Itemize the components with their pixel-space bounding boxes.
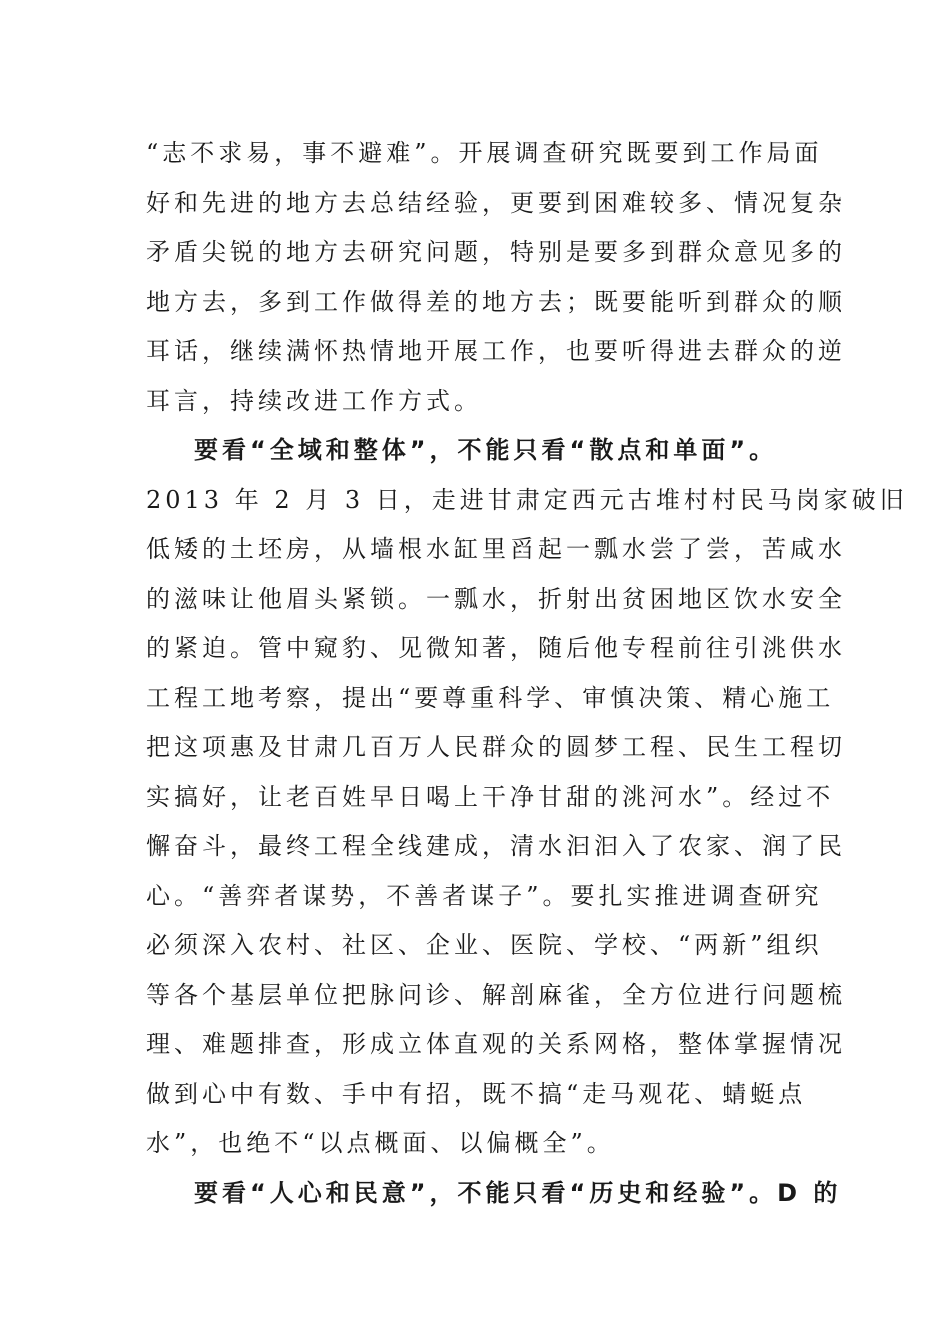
body-line: 心。“善弈者谋势，不善者谋子”。要扎实推进调查研究 xyxy=(146,882,823,910)
section-heading: 要看“人心和民意”，不能只看“历史和经验”。D 的 xyxy=(194,1179,842,1207)
body-line: “志不求易，事不避难”。开展调查研究既要到工作局面 xyxy=(146,139,823,167)
body-line: 地方去，多到工作做得差的地方去；既要能听到群众的顺 xyxy=(146,288,846,316)
body-line: 等各个基层单位把脉问诊、解剖麻雀，全方位进行问题梳 xyxy=(146,981,846,1009)
body-line: 理、难题排查，形成立体直观的关系网格，整体掌握情况 xyxy=(146,1030,846,1058)
body-line: 做到心中有数、手中有招，既不搞“走马观花、蜻蜓点 xyxy=(146,1080,807,1108)
body-line: 必须深入农村、社区、企业、医院、学校、“两新”组织 xyxy=(146,931,823,959)
body-line: 的紧迫。管中窥豹、见微知著，随后他专程前往引洮供水 xyxy=(146,634,846,662)
body-line: 把这项惠及甘肃几百万人民群众的圆梦工程、民生工程切 xyxy=(146,733,846,761)
body-line: 2013 年 2 月 3 日，走进甘肃定西元古堆村村民马岗家破旧 xyxy=(146,486,908,514)
body-line: 好和先进的地方去总结经验，更要到困难较多、情况复杂 xyxy=(146,189,846,217)
body-line: 耳言，持续改进工作方式。 xyxy=(146,387,482,415)
body-line: 实搞好，让老百姓早日喝上干净甘甜的洮河水”。经过不 xyxy=(146,783,835,811)
body-line: 水”，也绝不“以点概面、以偏概全”。 xyxy=(146,1129,615,1157)
body-line: 懈奋斗，最终工程全线建成，清水汩汩入了农家、润了民 xyxy=(146,832,846,860)
section-heading: 要看“全域和整体”，不能只看“散点和单面”。 xyxy=(194,436,778,464)
body-line: 的滋味让他眉头紧锁。一瓢水，折射出贫困地区饮水安全 xyxy=(146,585,846,613)
body-line: 低矮的土坯房，从墙根水缸里舀起一瓢水尝了尝，苦咸水 xyxy=(146,535,846,563)
body-line: 工程工地考察，提出“要尊重科学、审慎决策、精心施工 xyxy=(146,684,835,712)
body-line: 矛盾尖锐的地方去研究问题，特别是要多到群众意见多的 xyxy=(146,238,846,266)
body-line: 耳话，继续满怀热情地开展工作，也要听得进去群众的逆 xyxy=(146,337,846,365)
